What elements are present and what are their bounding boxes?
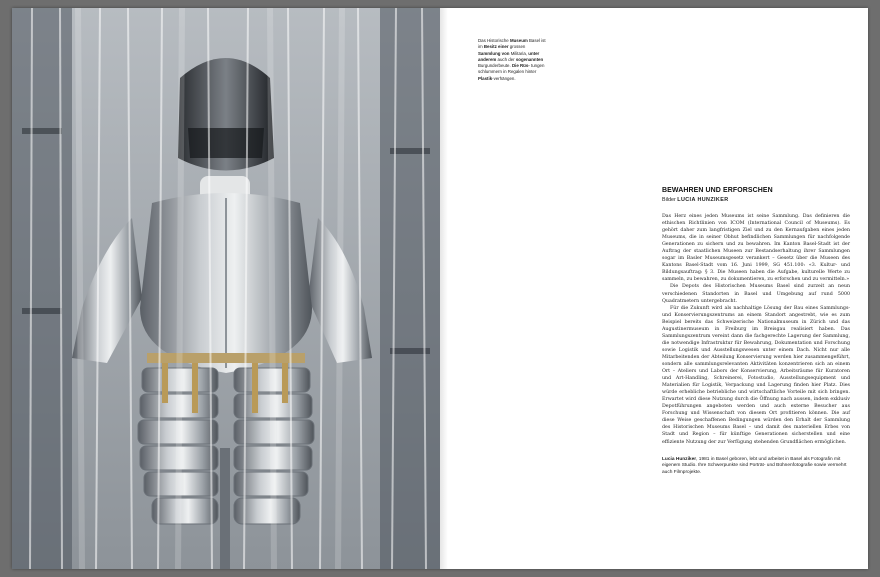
paragraph: Für die Zukunft wird als nachhaltige Lösung der Bau eines Sammlungs- und Konservierungszentrums an einem Standort angestrebt, wie es zum Beispiel bereits das Schweizerische Nationalmuseum in Zürich und das Augustinermuseum in Freiburg im Breisgau realisiert haben. Das Sammlungszentrum vereint dann die fachgerechte Lagerung der Sammlung, die notwendige Infrastruktur für Bewahrung, Dokumentation und Forschung sowie Logistik und Ausstellungswesen unter einem Dach. Nicht nur alle Mitarbeitenden der Abteilung Konservierung werden hier zusammengeführt, sondern alle sammlungsrelevanten Aktivitäten konzentrieren sich an einem Ort – Ateliers und Labors der Konservierung, Arbeitsräume für Kuratoren und Art-Handling, Schreinerei, Fotostudio, Ausstellungsequipment und Materialien für Logistik, Verpackung und Lagerung finden hier Platz. Dies würde erhebliche betriebliche und wirtschaftliche Vorteile mit sich bringen. Erwartet wird diese Nutzung durch die Öffnung nach aussen, indem exklusiv Depotführungen angeboten werden und auch externe Besucher aus Forschung und Wissenschaft von diesem Ort profitieren können. Die auf diese Weise geschaffenen Bedingungen würden den Erhalt der Sammlung des Historischen Museums Basel – und damit des materiellen Erbes von Stadt und Region – für künftige Generationen sicherstellen und eine effiziente Nutzung der zur Verfügung stehenden Grundflächen ermöglichen. (662, 305, 850, 445)
caption-run: Die Rüs- (511, 63, 530, 69)
bio-text: , 1981 in Basel geboren, lebt und arbeitet in Basel als Fotografin mit eigenem Studio. Ihre Schwerpunkte sind Porträt- und Bühnenfotografie sowie vermehrt auch Filmprojekte. (662, 456, 847, 475)
caption-run: -verhängen. (492, 75, 516, 81)
caption-run: Sammlung von (478, 50, 510, 56)
caption-run: Besitz (483, 44, 497, 50)
caption-run: unter (528, 50, 540, 56)
caption-run: Basel ist im (478, 38, 546, 50)
byline-prefix: Bilder (662, 197, 678, 203)
bio-name: Lucia Hunziker (662, 456, 697, 462)
page-gutter (440, 8, 448, 569)
caption-run: Das Historische (478, 38, 510, 43)
armour-illustration (12, 8, 440, 569)
caption-run: Militaria, (509, 50, 529, 56)
caption-run: einer (498, 44, 509, 50)
armour-photo (12, 8, 440, 569)
article-byline (662, 197, 850, 203)
caption-run: sogenannten (515, 56, 544, 62)
caption-run: Plastik (478, 75, 493, 81)
article-title: BEWAHREN UND ERFORSCHEN (662, 185, 773, 194)
caption-run: tungen schlummern in Regalen hinter (478, 63, 545, 75)
caption-run: auch der (496, 56, 516, 62)
caption-run: anderem (478, 56, 497, 62)
magazine-spread (12, 8, 868, 569)
article (662, 185, 850, 476)
photo-caption (478, 38, 548, 82)
paragraph: Die Depots des Historischen Museums Basel sind zurzeit an neun verschiedenen Standorten in Basel und Umgebung auf rund 5000 Quadratmetern untergebracht. (662, 284, 850, 304)
caption-run: Museum (509, 38, 528, 43)
paragraph: Das Herz eines jeden Museums ist seine Sammlung. Das definieren die ethischen Richtlinien von ICOM (International Council of Museums). Es gehört daher zum langfristigen Ziel und zu den Kernaufgaben eines jeden Museums, die in seiner Obhut befindlichen Sammlungen für nachfolgende Generationen zu sichern und zu bewahren. Im Kanton Basel-Stadt ist der Auftrag der staatlichen Museen zur Bestandserhaltung ihrer Sammlungen sogar im Basler Museumsgesetz verankert – Gesetz über die Museen des Kantons Basel-Stadt vom 16. Juni 1999, SG 451.100: «3. Kultur- und Bildungsauftrag: § 3. Die Museen haben die Aufgabe, kulturelle Werte zu sammeln, zu bewahren, zu dokumentieren, zu erforschen und zu vermitteln.» (662, 214, 850, 283)
byline-name: LUCIA HUNZIKER (677, 197, 729, 203)
caption-run: grossen (508, 44, 526, 50)
article-body (662, 213, 850, 446)
photographer-bio (662, 457, 850, 477)
caption-run: Burgunderbeute. (478, 63, 512, 69)
